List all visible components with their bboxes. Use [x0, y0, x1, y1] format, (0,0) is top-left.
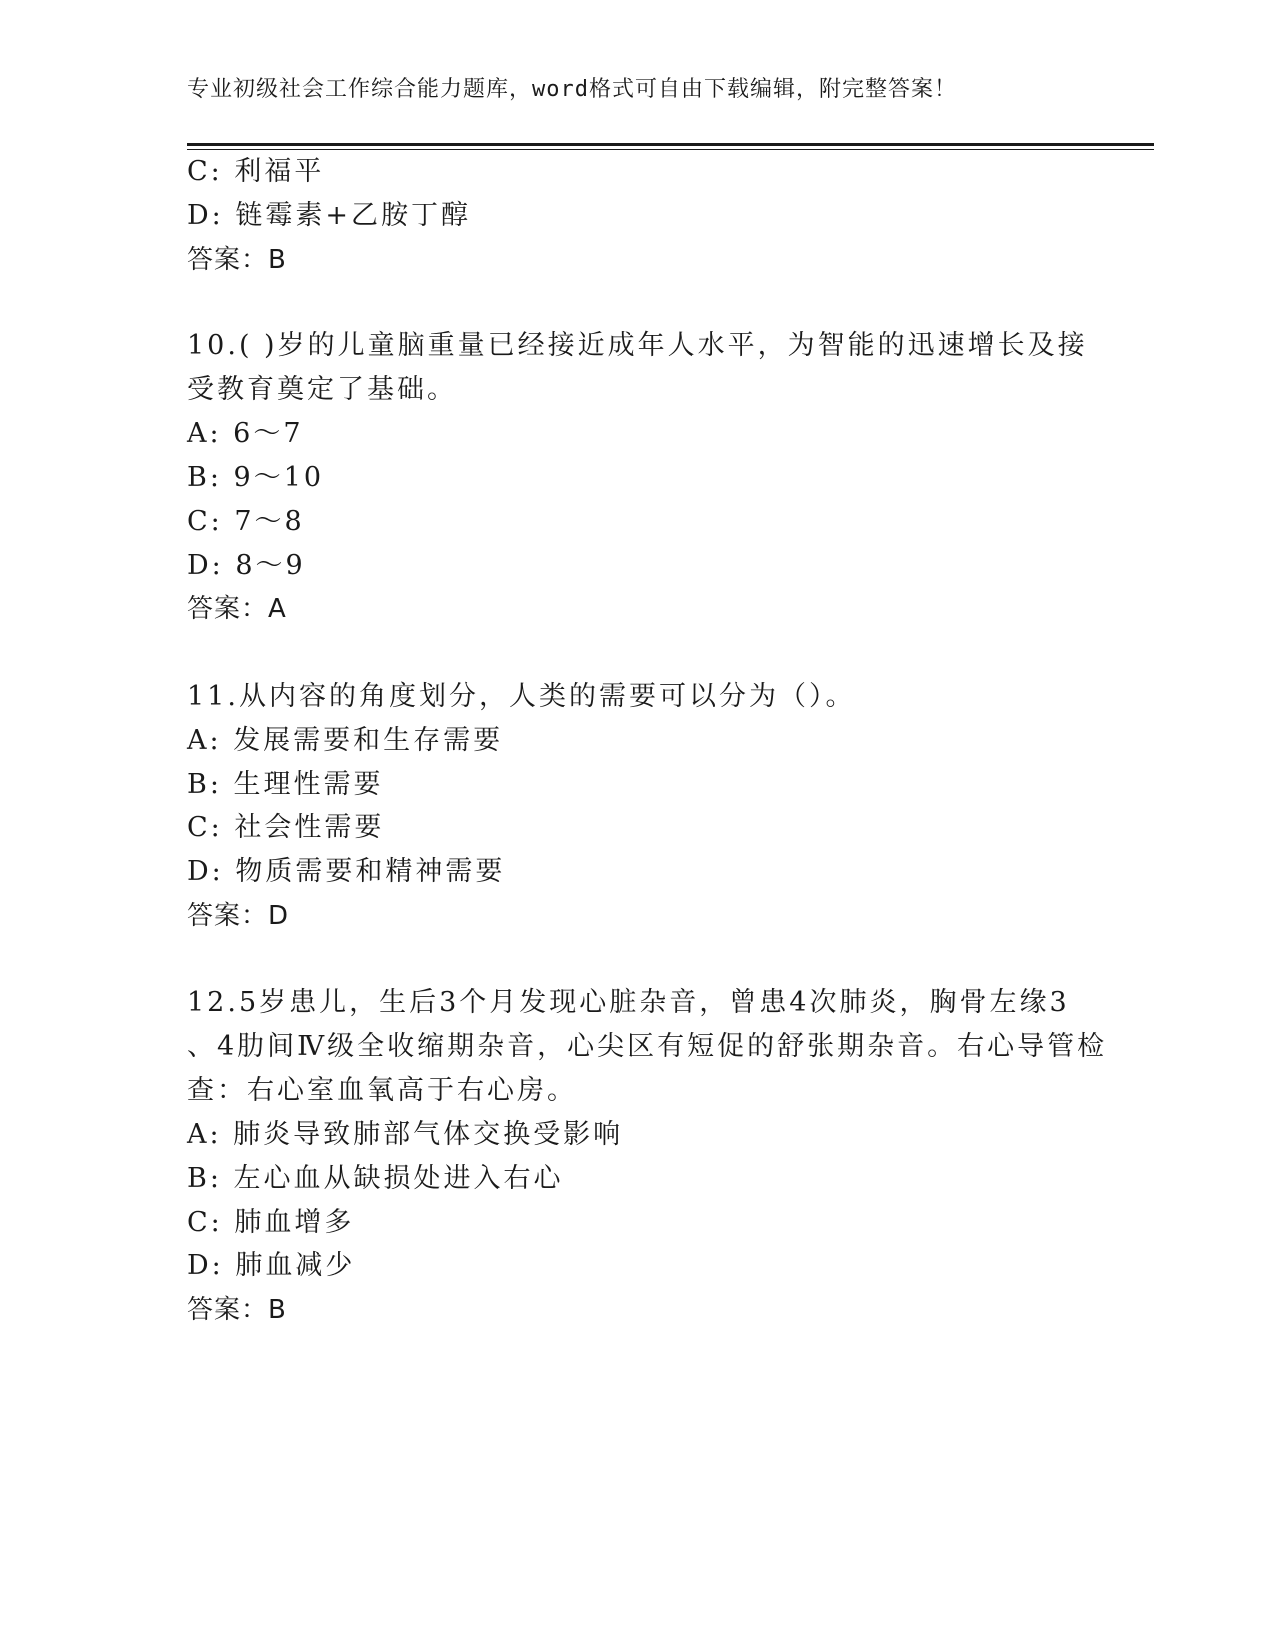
q11-option-d: D: 物质需要和精神需要	[187, 856, 506, 887]
q10-stem-line1: 10.( )岁的儿童脑重量已经接近成年人水平，为智能的迅速增长及接	[187, 330, 1088, 361]
prev-question-option-c: C: 利福平	[187, 156, 325, 187]
document-header: 专业初级社会工作综合能力题库，word格式可自由下载编辑，附完整答案！	[187, 77, 957, 102]
prev-question-option-d: D: 链霉素+乙胺丁醇	[187, 200, 471, 231]
q12-option-c: C: 肺血增多	[187, 1207, 355, 1238]
q12-option-a: A: 肺炎导致肺部气体交换受影响	[187, 1119, 624, 1150]
q12-stem-line3: 查：右心室血氧高于右心房。	[187, 1075, 577, 1106]
q11-option-c: C: 社会性需要	[187, 812, 385, 843]
q10-option-d: D: 8～9	[187, 550, 306, 581]
header-rule-thin	[187, 149, 1154, 150]
header-rule-thick	[187, 143, 1154, 146]
q11-option-b: B: 生理性需要	[187, 769, 384, 800]
q12-answer: 答案：B	[187, 1295, 287, 1325]
q10-answer: 答案：A	[187, 594, 287, 624]
q10-option-a: A: 6～7	[187, 418, 304, 449]
q11-stem-line1: 11.从内容的角度划分，人类的需要可以分为（）。	[187, 681, 856, 712]
q12-stem-line1: 12.5岁患儿，生后3个月发现心脏杂音，曾患4次肺炎，胸骨左缘3	[187, 987, 1070, 1018]
q10-stem-line2: 受教育奠定了基础。	[187, 374, 457, 405]
q12-option-d: D: 肺血减少	[187, 1250, 356, 1281]
q12-option-b: B: 左心血从缺损处进入右心	[187, 1163, 564, 1194]
q10-option-c: C: 7～8	[187, 506, 305, 537]
q11-option-a: A: 发展需要和生存需要	[187, 725, 504, 756]
q12-stem-line2: 、4肋间Ⅳ级全收缩期杂音，心尖区有短促的舒张期杂音。右心导管检	[187, 1031, 1108, 1062]
q10-option-b: B: 9～10	[187, 462, 325, 493]
q11-answer: 答案：D	[187, 901, 290, 931]
prev-question-answer: 答案：B	[187, 245, 287, 275]
